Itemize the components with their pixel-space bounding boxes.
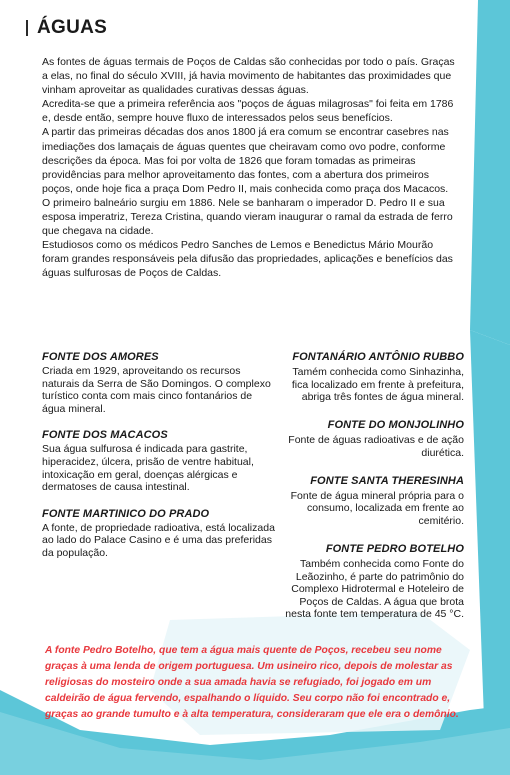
intro-paragraph: Acredita-se que a primeira referência aos "poços de águas milagrosas" foi feita em 1786 e, desde então, sempre houve fluxo de interessados pelos seus benefícios. <box>42 98 454 125</box>
title-accent-bar <box>26 20 28 36</box>
fonte-entry <box>262 419 464 461</box>
fonte-entry <box>42 351 277 415</box>
fonte-name: FONTE DOS AMORES <box>42 351 159 363</box>
intro-paragraph: O primeiro balneário surgiu em 1886. Nele se banharam o imperador D. Pedro II e sua esposa imperatriz, Tereza Cristina, quando vieram inaugurar o ramal da estrada de ferro que chegava na cidade. <box>42 196 453 238</box>
fonte-name: FONTE DO MONJOLINHO <box>327 419 464 432</box>
callout-legend: A fonte Pedro Botelho, que tem a água mais quente de Poços, recebeu seu nome graças à uma lenda de origem portuguesa. Um usineiro rico, depois de molestar as religiosas do mosteiro onde a sua amada havia se refugiado, foi jogado em um caldeirão de água fervendo, espalhando o líquido. Seu corpo não foi encontrado e, graças ao grande tumulto e à alta temperatura, consideraram que ele era o demônio. <box>45 645 459 720</box>
fonte-entry <box>42 429 277 493</box>
cyan-panel-top <box>0 300 470 345</box>
fonte-name: FONTE MARTINICO DO PRADO <box>42 507 210 520</box>
fonte-description: Também conhecida como Fonte do Leãozinho, é parte do patrimônio do Complexo Hidrotermal e Hoteleiro de Poços de Caldas. A água que brota nesta fonte tem temperatura de 45 °C. <box>285 557 464 621</box>
intro-paragraph: A partir das primeiras décadas dos anos 1800 já era comum se encontrar casebres nas imediações dos lamaçais de águas quentes que cheiravam como ovo podre, conforme descrições da época. Mas foi por volta de 1826 que foram tomadas as primeiras providências para melhor aproveitamento das fontes, com a abertura dos primeiros poços, onde hoje fica a praça Dom Pedro II, mais conhecida como praça dos Macacos. <box>42 126 449 195</box>
fonte-entry <box>262 543 464 622</box>
fonte-description: A fonte, de propriedade radioativa, está localizada ao lado do Palace Casino e é uma das preferidas da população. <box>42 521 275 559</box>
fonte-description: Sua água sulfurosa é indicada para gastrite, hiperacidez, úlcera, prisão de ventre habitual, intoxicação em geral, doenças alérgicas e dermatoses de causa intestinal. <box>42 443 254 494</box>
page-title: ÁGUAS <box>37 17 108 38</box>
intro-text <box>42 55 462 281</box>
fonte-description: Tamém conhecida como Sinhazinha, fica localizado em frente à prefeitura, abriga três fontes de água mineral. <box>291 366 464 404</box>
fonte-description: Criada em 1929, aproveitando os recursos naturais da Serra de São Domingos. O complexo turístico conta com mais cinco fontanários de água mineral. <box>42 365 271 415</box>
fonte-name: FONTE SANTA THERESINHA <box>310 474 464 487</box>
fonte-description: Fonte de água mineral própria para o consumo, localizada em frente ao cemitério. <box>290 489 464 527</box>
fonte-name: FONTE PEDRO BOTELHO <box>325 542 464 555</box>
fonte-name: FONTANÁRIO ANTÔNIO RUBBO <box>292 351 464 363</box>
intro-paragraph: As fontes de águas termais de Poços de Caldas são conhecidas por todo o país. Graças a elas, no final do século XVIII, já havia movimento de habitantes das proximidades que vinham aproveitar as qualidades curativas dessas águas. <box>42 56 455 97</box>
fonte-entry <box>262 351 464 405</box>
fonte-name: FONTE DOS MACACOS <box>42 429 168 442</box>
fonte-entry <box>262 475 464 529</box>
cyan-wedge-top <box>470 0 510 345</box>
intro-paragraph: Estudiosos como os médicos Pedro Sanches de Lemos e Benedictus Mário Mourão foram grandes responsáveis pela difusão das propriedades, aplicações e benefícios das águas sulfurosas de Poços de Caldas. <box>42 239 453 280</box>
fonte-entry <box>42 508 277 560</box>
fontes-left-column <box>42 351 277 574</box>
fontes-right-column <box>262 351 464 636</box>
fonte-description: Fonte de águas radioativas e de ação diurética. <box>288 434 464 459</box>
